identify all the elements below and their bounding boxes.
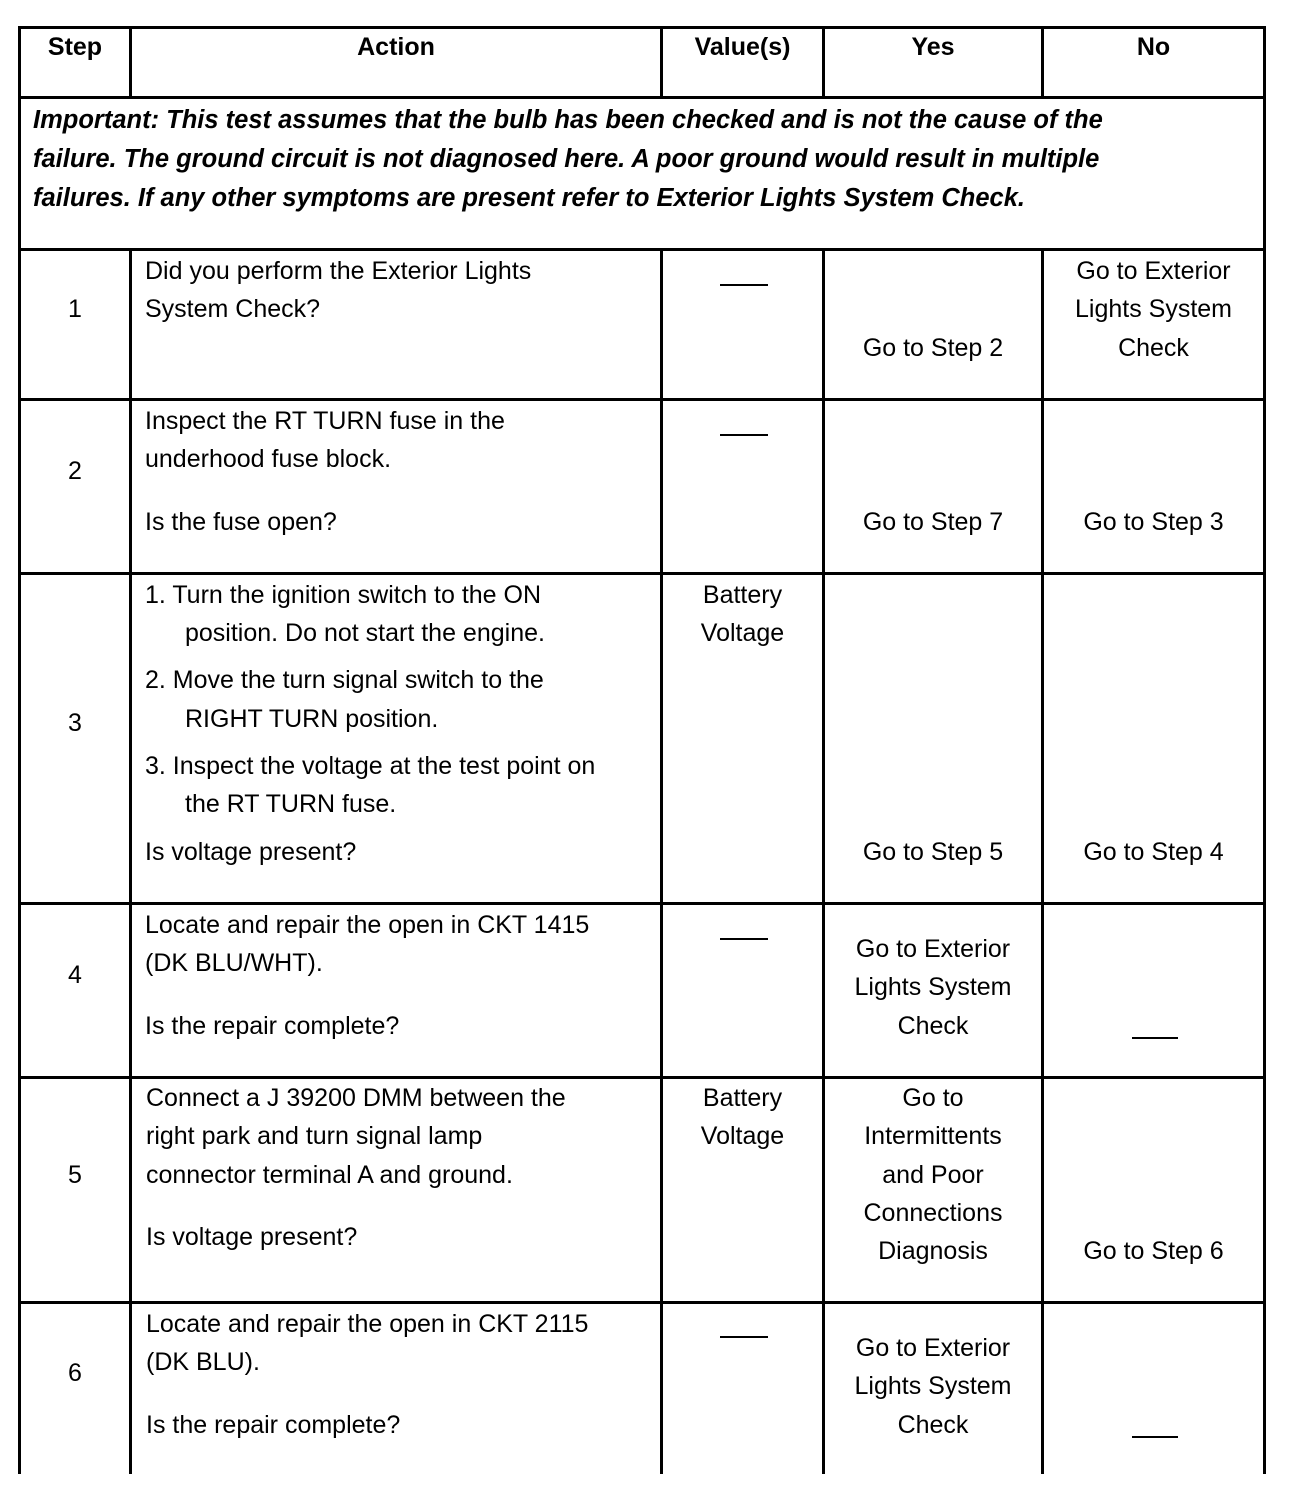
value-text: Voltage xyxy=(700,1122,785,1150)
step-number: 6 xyxy=(68,1359,82,1387)
no-result: Go to Step 6 xyxy=(1083,1237,1224,1265)
action-text: position. Do not start the engine. xyxy=(185,619,545,647)
action-text: Did you perform the Exterior Lights xyxy=(145,257,532,285)
no-result: Check xyxy=(1118,334,1189,362)
action-text: Locate and repair the open in CKT 2115 xyxy=(146,1310,589,1338)
important-note-line: failure. The ground circuit is not diagnosed here. A poor ground would result in multiple xyxy=(33,145,1100,173)
no-result: Go to Step 3 xyxy=(1083,508,1224,536)
no-result-dash xyxy=(1132,1037,1178,1039)
yes-result: Go to Step 2 xyxy=(862,334,1004,362)
no-result: Go to Exterior xyxy=(1076,257,1231,285)
no-value-dash xyxy=(720,938,768,940)
yes-result: Go to Step 7 xyxy=(862,508,1004,536)
row-divider xyxy=(18,398,1266,401)
header-values: Value(s) xyxy=(694,33,791,61)
step-number: 2 xyxy=(68,457,82,485)
no-value-dash xyxy=(720,284,768,286)
column-divider xyxy=(129,248,132,1474)
step-number: 5 xyxy=(68,1161,82,1189)
table-border-right xyxy=(1263,26,1266,1474)
no-value-dash xyxy=(720,434,768,436)
action-text: RIGHT TURN position. xyxy=(185,705,439,733)
action-text: 1. Turn the ignition switch to the ON xyxy=(145,581,542,609)
action-question: Is the repair complete? xyxy=(146,1411,401,1439)
value-text: Battery xyxy=(702,1084,783,1112)
no-result: Go to Step 4 xyxy=(1083,838,1224,866)
header-divider xyxy=(18,96,1266,99)
yes-result: Intermittents xyxy=(864,1122,1002,1150)
header-step: Step xyxy=(47,33,103,61)
action-text: connector terminal A and ground. xyxy=(146,1161,513,1189)
action-text: 3. Inspect the voltage at the test point on xyxy=(145,752,596,780)
action-text: Inspect the RT TURN fuse in the xyxy=(145,407,505,435)
no-result: Lights System xyxy=(1074,295,1232,323)
step-number: 3 xyxy=(68,709,82,737)
yes-result: Check xyxy=(897,1411,969,1439)
yes-result: Check xyxy=(897,1012,969,1040)
row-divider xyxy=(18,572,1266,575)
header-action: Action xyxy=(357,33,435,61)
value-text: Voltage xyxy=(700,619,785,647)
no-result-dash xyxy=(1132,1436,1178,1438)
action-text: Locate and repair the open in CKT 1415 xyxy=(145,911,590,939)
value-text: Battery xyxy=(702,581,783,609)
action-text: System Check? xyxy=(145,295,321,323)
header-no: No xyxy=(1136,33,1171,61)
action-question: Is the repair complete? xyxy=(145,1012,400,1040)
action-text: underhood fuse block. xyxy=(145,445,392,473)
action-question: Is voltage present? xyxy=(145,838,357,866)
yes-result: Go to Step 5 xyxy=(862,838,1004,866)
yes-result: Go to Exterior xyxy=(855,1334,1011,1362)
step-number: 4 xyxy=(68,961,82,989)
action-text: 2. Move the turn signal switch to the xyxy=(145,666,544,694)
action-text: (DK BLU/WHT). xyxy=(145,949,323,977)
action-question: Is the fuse open? xyxy=(145,508,337,536)
important-note-line: failures. If any other symptoms are present refer to Exterior Lights System Check. xyxy=(33,184,1025,212)
yes-result: Lights System xyxy=(854,973,1012,1001)
yes-result: Go to Exterior xyxy=(855,935,1011,963)
row-divider xyxy=(18,1301,1266,1304)
step-number: 1 xyxy=(68,295,82,323)
note-divider xyxy=(18,248,1266,251)
action-text: the RT TURN fuse. xyxy=(185,790,397,818)
header-yes: Yes xyxy=(911,33,955,61)
action-text: Connect a J 39200 DMM between the xyxy=(146,1084,566,1112)
yes-result: Connections xyxy=(863,1199,1003,1227)
table-border-left xyxy=(18,26,21,1474)
action-text: (DK BLU). xyxy=(146,1348,260,1376)
row-divider xyxy=(18,902,1266,905)
yes-result: Lights System xyxy=(854,1372,1012,1400)
column-divider xyxy=(660,248,663,1474)
action-text: right park and turn signal lamp xyxy=(146,1122,483,1150)
yes-result: Go to xyxy=(902,1084,964,1112)
diagnostic-table xyxy=(18,26,1266,1474)
important-note-line: Important: This test assumes that the bulb has been checked and is not the cause of the xyxy=(33,106,1103,134)
action-question: Is voltage present? xyxy=(146,1223,358,1251)
yes-result: and Poor xyxy=(882,1161,984,1189)
yes-result: Diagnosis xyxy=(878,1237,988,1265)
no-value-dash xyxy=(720,1336,768,1338)
